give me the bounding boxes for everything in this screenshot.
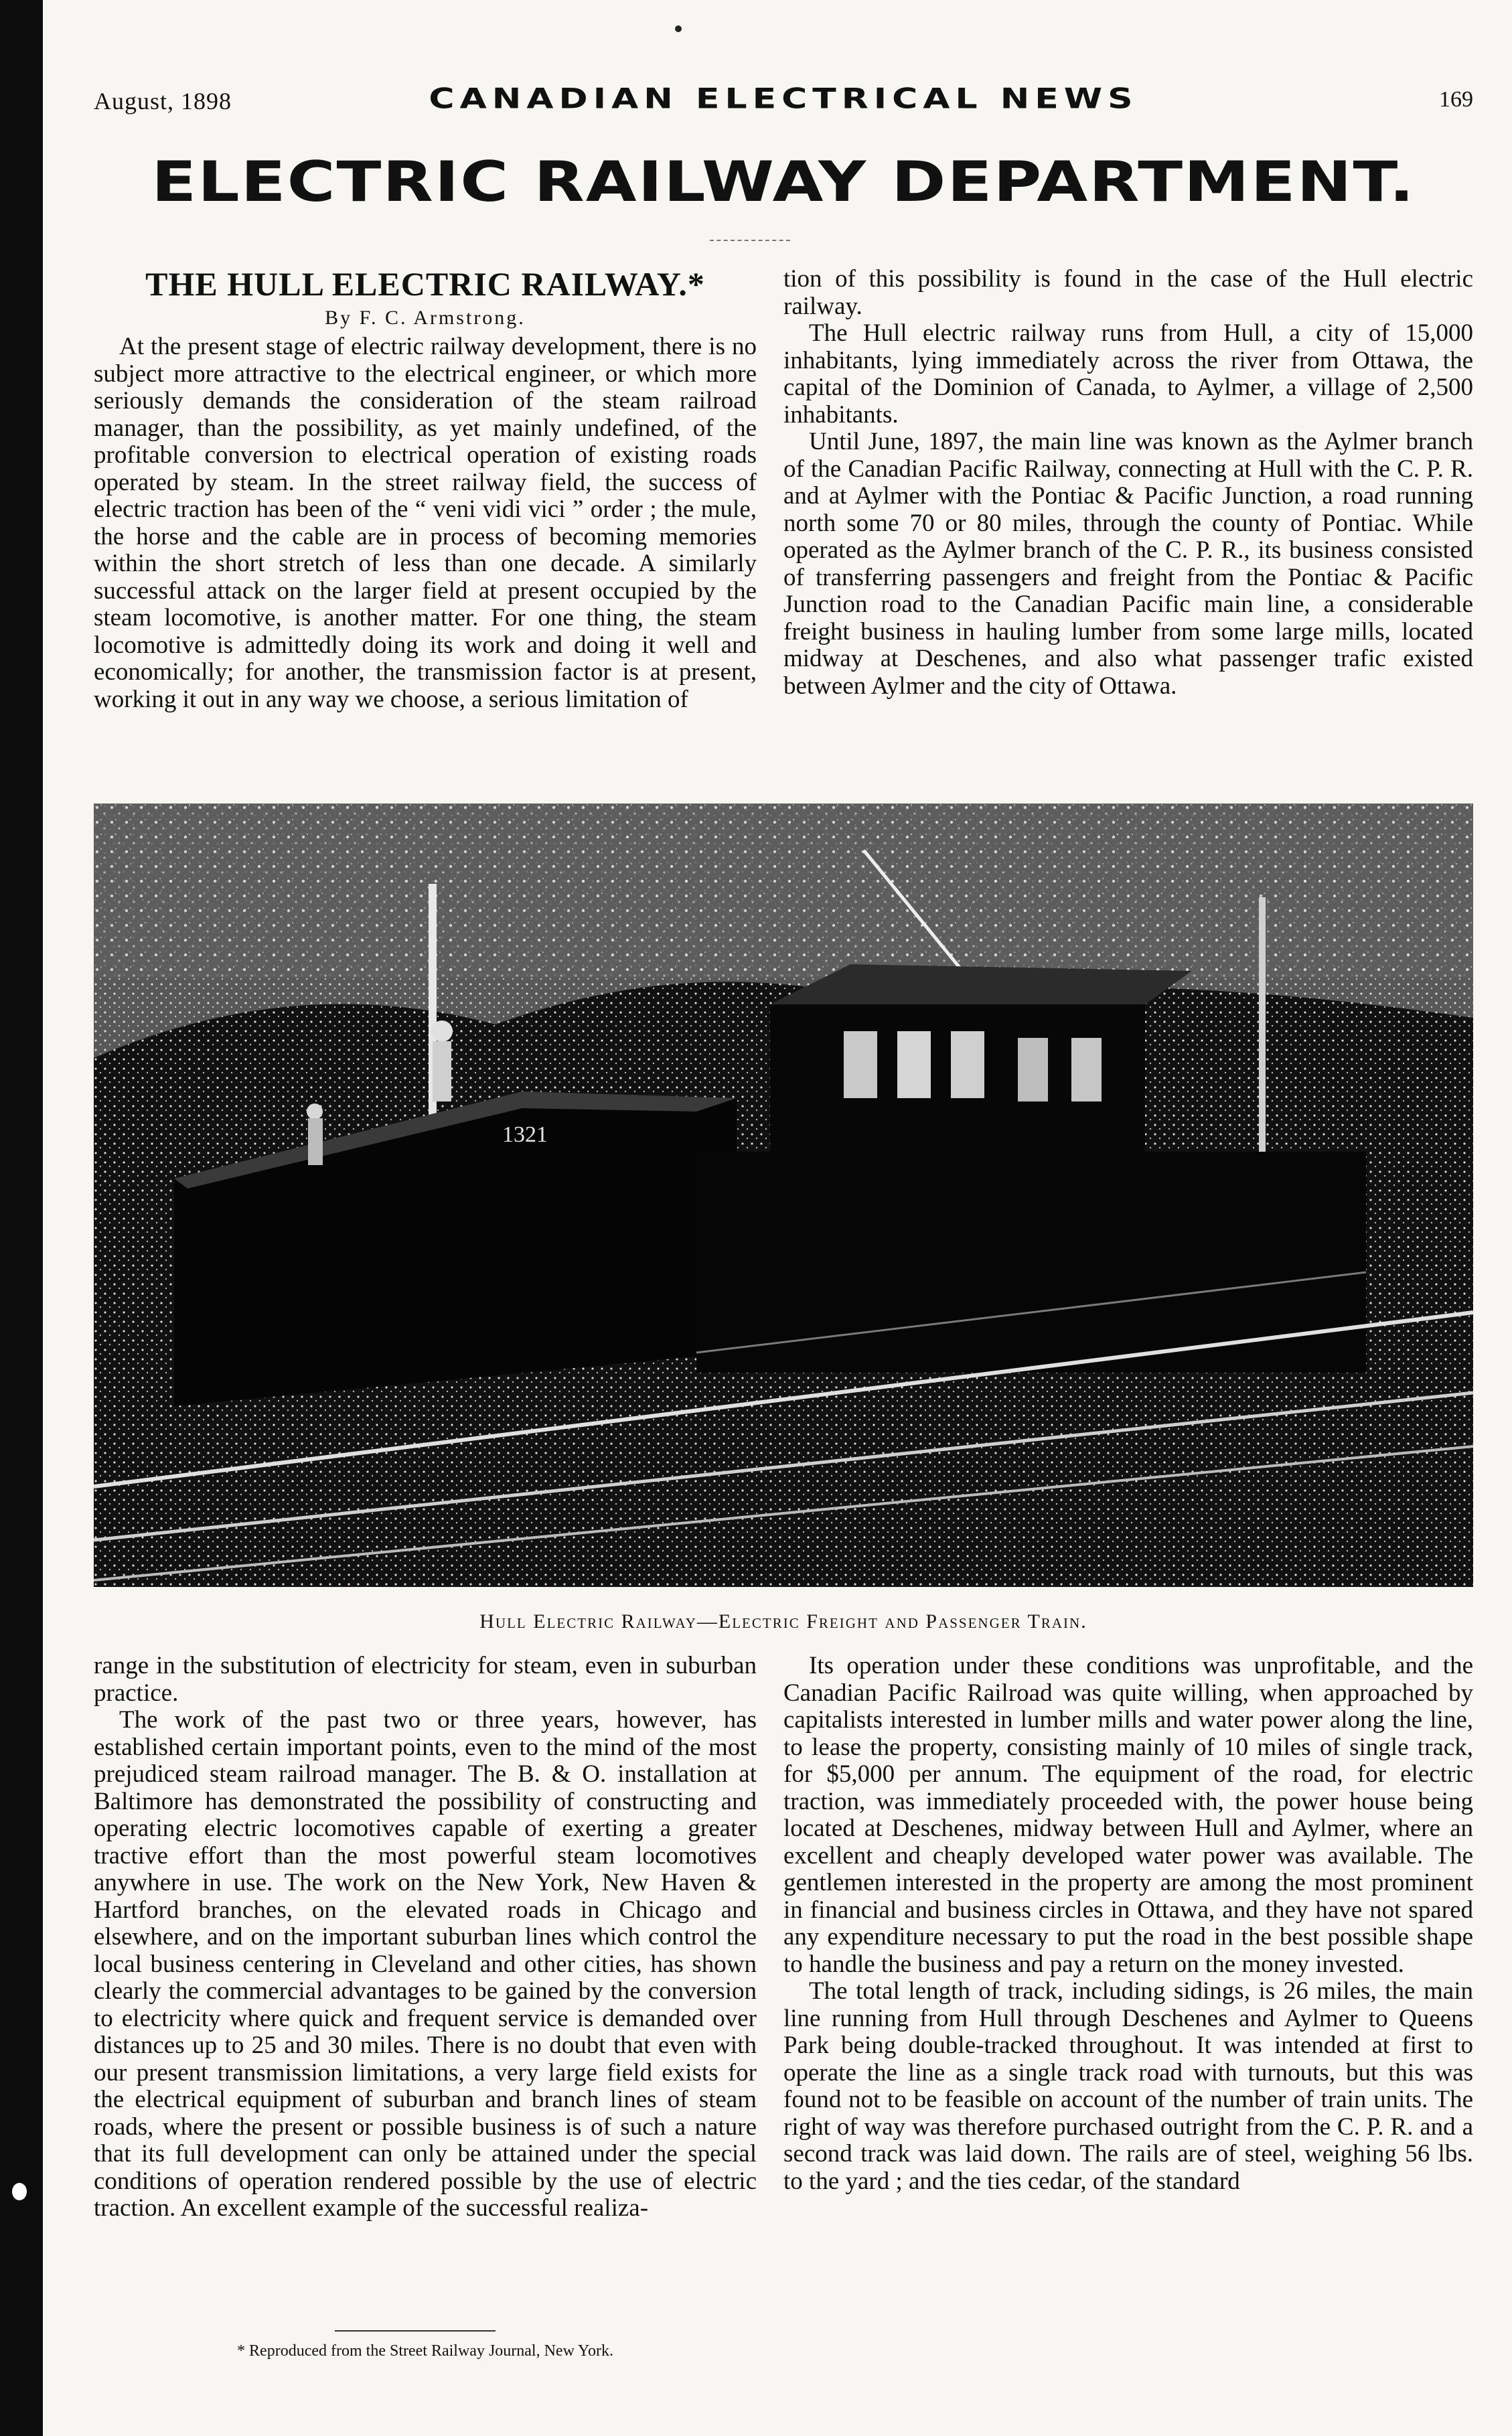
- paragraph: The work of the past two or three years, however, has established certain important points, even to the mind of the most prejudiced steam railroad manager. The B. & O. installation at Baltimore has demonstrated the possibility of constructing and operating electric locomotives capable of exerting a greater tractive effort than the most powerful steam locomotives anywhere in use. The work on the New York, New Haven & Hartford branches, on the elevated roads in Chicago and elsewhere, and on the important suburban lines which control the local business centering in Cleveland and other cities, has shown clearly the commercial advantages to be gained by the conversion to electricity where quick and frequent service is demanded over distances up to 25 and 30 miles. There is no doubt that even with our present transmission limitations, a very large field exists for the electrical equipment of suburban and branch lines of steam roads, where the present or possible business is of such a nature that its full development can only be attained under the special conditions of operation rendered possible by the use of electric traction. An excellent example of the successful realiza-: [94, 1706, 757, 2222]
- byline: By F. C. Armstrong.: [325, 307, 526, 329]
- paragraph: Its operation under these conditions was unprofitable, and the Canadian Pacific Railroad was quite willing, when approached by capitalists interested in lumber mills and water power along the line, to lease the property, consisting mainly of 10 miles of single track, for $5,000 per annum. The equipment of the road, for electric traction, was immediately proceeded with, the power house being located at Deschenes, midway between Hull and Aylmer, where an excellent and cheaply developed water power was available. The gentlemen interested in the property are among the most prominent in financial and business circles in Ottawa, and they have not spared any expenditure necessary to put the road in the best possible shape to handle the business and pay a return on the money invested.: [783, 1652, 1473, 1978]
- paragraph: range in the substitution of electricity for steam, even in suburban practice.: [94, 1652, 757, 1707]
- page-mark: [675, 25, 682, 32]
- column-1-bottom: [94, 1653, 757, 2222]
- footnote: * Reproduced from the Street Railway Journal, New York.: [237, 2342, 613, 2360]
- column-2-bottom: [783, 1653, 1473, 2195]
- paragraph: The Hull electric railway runs from Hull, a city of 15,000 inhabitants, lying immediately across the river from Ottawa, the capital of the Dominion of Canada, to Aylmer, a village of 2,500 inhabitants.: [783, 319, 1473, 429]
- binding-hole: [12, 2183, 27, 2200]
- paragraph: Until June, 1897, the main line was known as the Aylmer branch of the Canadian Pacific Railway, connecting at Hull with the C. P. R. and at Aylmer with the Pontiac & Pacific Junction, a road running north some 70 or 80 miles, through the county of Pontiac. While operated as the Aylmer branch of the C. P. R., its business consisted of transferring passengers and freight from the Pontiac & Pacific Junction road to the Canadian Pacific main line, a considerable freight business in hauling lumber from some large mills, located midway at Deschenes, and also what passenger trafic existed between Aylmer and the city of Ottawa.: [783, 428, 1473, 700]
- publication-name: CANADIAN ELECTRICAL NEWS: [429, 83, 1138, 115]
- train-photo-illustration: [94, 804, 1473, 1587]
- column-2-top: [783, 266, 1473, 700]
- column-1-top: [94, 333, 757, 713]
- page-number: 169: [1439, 87, 1473, 112]
- divider: [710, 240, 790, 241]
- article-title: THE HULL ELECTRIC RAILWAY.*: [145, 265, 705, 303]
- paragraph: The total length of track, including sidings, is 26 miles, the main line running from Hull through Deschenes and Aylmer to Queens Park being double-tracked throughout. It was intended at first to operate the line as a single track road with turnouts, but this was found not to be feasible on account of the number of train units. The right of way was therefore purchased outright from the C. P. R. and a second track was laid down. The rails are of steel, weighing 56 lbs. to the yard ; and the ties cedar, of the standard: [783, 1977, 1473, 2195]
- binding-spine: [0, 0, 43, 2436]
- paragraph: tion of this possibility is found in the case of the Hull electric railway.: [783, 265, 1473, 320]
- car-number: 1321: [502, 1122, 548, 1147]
- train-photograph: [94, 804, 1473, 1587]
- running-header: [94, 79, 1473, 122]
- footnote-divider: [335, 2330, 496, 2332]
- issue-date: August, 1898: [94, 88, 232, 115]
- photo-caption: Hull Electric Railway—Electric Freight and Passenger Train.: [479, 1610, 1087, 1632]
- paragraph: At the present stage of electric railway development, there is no subject more attractive to the electrical engineer, or which more seriously demands the consideration of the steam railroad manager, than the possibility, as yet mainly undefined, of the profitable conversion to electrical operation of existing roads operated by steam. In the street railway field, the success of electric traction has been of the “ veni vidi vici ” order ; the mule, the horse and the cable are in process of becoming memories within the short stretch of less than one decade. A similarly successful attack on the larger field at present occupied by the steam locomotive, is another matter. For one thing, the steam locomotive is admittedly doing its work and doing it well and economically; for another, the transmission factor is at present, working it out in any way we choose, a serious limitation of: [94, 333, 757, 713]
- department-title: ELECTRIC RAILWAY DEPARTMENT.: [151, 149, 1416, 215]
